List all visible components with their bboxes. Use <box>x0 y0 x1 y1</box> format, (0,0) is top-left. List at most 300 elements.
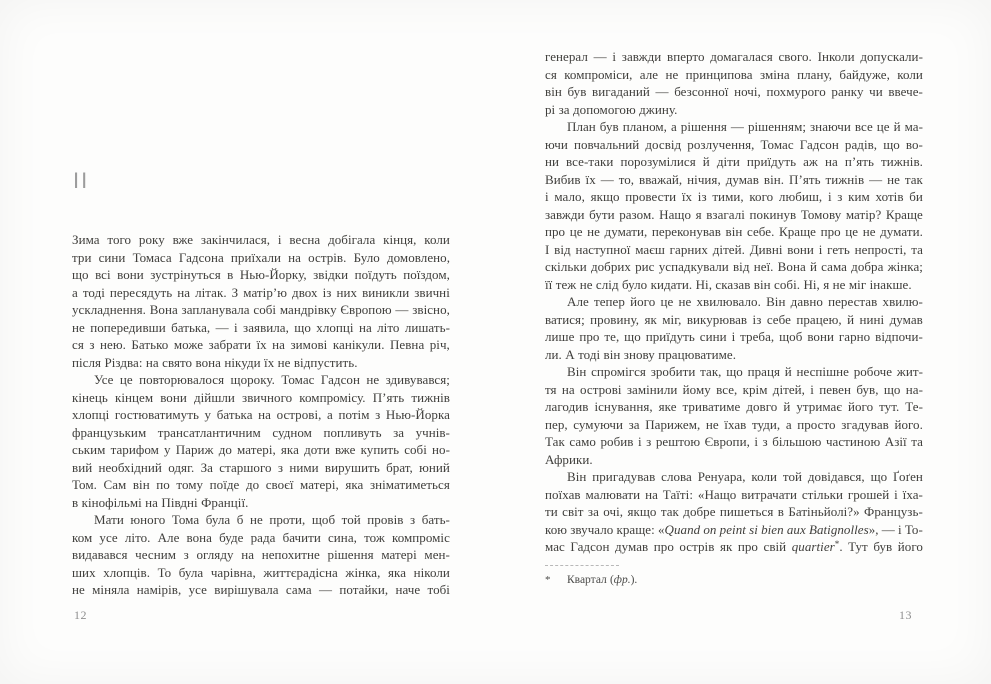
word: буде <box>219 529 244 545</box>
word: ським <box>72 442 106 457</box>
paragraph <box>545 363 923 468</box>
word: байдуже, <box>839 66 890 82</box>
text-line <box>545 293 923 311</box>
word: на <box>145 354 159 370</box>
word: замінили <box>626 381 678 397</box>
word: працею, <box>796 311 842 327</box>
word: всі <box>95 267 111 282</box>
word: ся <box>72 337 84 352</box>
text-line <box>72 494 450 512</box>
word: все <box>854 119 873 134</box>
word: вий <box>72 459 93 475</box>
word: П’ять <box>789 171 821 187</box>
footnote-line <box>545 573 923 587</box>
word: він <box>725 224 743 239</box>
word: що <box>624 329 641 344</box>
word: добра <box>851 259 884 274</box>
word: по <box>156 477 170 492</box>
word: на- <box>905 381 923 397</box>
text-line <box>545 276 923 294</box>
word: матір’ю <box>243 284 288 300</box>
word: частиною <box>825 434 881 449</box>
word: скільки <box>545 259 587 274</box>
word: я <box>823 276 830 292</box>
text-line <box>545 101 923 119</box>
word: все, <box>716 381 738 397</box>
word: Але <box>157 529 180 545</box>
word: і <box>637 434 642 449</box>
word: хвилювало. <box>696 294 761 309</box>
word: на <box>258 407 271 422</box>
word: чи <box>869 84 883 99</box>
word: бути <box>589 206 615 222</box>
word: не <box>579 276 593 292</box>
word: І <box>545 241 550 257</box>
word: спромігся <box>591 364 646 379</box>
text-line <box>545 398 923 416</box>
word: досвід <box>645 136 682 152</box>
word: довго <box>746 399 778 414</box>
word: не <box>72 582 85 597</box>
word: рішенням; <box>747 119 807 134</box>
word: гостюватимуть <box>114 407 199 422</box>
word: щоб <box>311 512 336 527</box>
word: зимові <box>290 337 328 352</box>
text-line <box>72 319 450 337</box>
word: чарівна, <box>210 564 256 580</box>
word: кінофільмі <box>81 494 142 510</box>
word: я <box>695 206 702 222</box>
word: То <box>157 564 172 580</box>
text-line <box>545 206 923 224</box>
word: намірів, <box>136 582 182 597</box>
word: то, <box>618 171 635 187</box>
word: ком <box>72 529 93 545</box>
word: думати. <box>880 224 923 239</box>
word: тоді <box>578 346 601 362</box>
word: діти <box>716 154 740 169</box>
word: Нью-Йорка <box>385 407 450 422</box>
word: бачити <box>282 529 321 545</box>
text-line <box>72 336 450 354</box>
word: слова <box>661 469 692 484</box>
word: розлучення, <box>687 136 755 152</box>
word: думав <box>889 311 923 327</box>
word: тоді <box>82 284 105 300</box>
word: коли <box>897 66 923 82</box>
word: коли <box>751 469 778 484</box>
word: може <box>173 337 204 352</box>
word: кінцем <box>114 389 154 405</box>
word: його. <box>894 416 923 432</box>
word: думати, <box>604 224 648 239</box>
text-line <box>545 241 923 259</box>
word: во- <box>905 136 923 152</box>
word: його <box>847 399 874 414</box>
footnote-marker: * <box>545 574 551 586</box>
word: після <box>72 354 102 370</box>
word: на <box>645 486 658 502</box>
text-line <box>545 486 923 504</box>
word: Вибив <box>545 171 581 187</box>
word: був <box>599 119 619 134</box>
word: а <box>327 407 333 422</box>
word: порозумілися <box>620 154 696 169</box>
word: Так <box>545 434 565 449</box>
text-line <box>545 328 923 346</box>
word: їхав <box>724 416 747 432</box>
word: приїдуть <box>746 154 797 169</box>
word: звісно, <box>412 302 450 317</box>
word: їх <box>681 189 693 204</box>
word: si <box>749 521 758 537</box>
word: якщо <box>627 504 657 519</box>
word: купить <box>360 442 400 457</box>
word: А <box>565 346 575 362</box>
word: батька <box>216 407 253 422</box>
word: яке <box>658 399 677 414</box>
word: Гадсон <box>320 372 360 387</box>
word: Batignolles», <box>808 521 879 537</box>
word: був <box>873 539 893 554</box>
word: у <box>204 407 212 422</box>
word: «Нащо <box>697 486 737 502</box>
word: існування, <box>594 399 653 414</box>
word: вони <box>160 389 187 405</box>
word: поїздом, <box>403 267 450 282</box>
word: свого. <box>778 49 812 64</box>
word: Ренуара, <box>697 469 746 484</box>
word: від <box>554 241 571 257</box>
word: з <box>646 434 652 449</box>
word: вона <box>186 529 212 545</box>
word: її <box>545 276 553 292</box>
word: за <box>587 504 599 519</box>
word: так <box>904 171 923 187</box>
word: брат, <box>386 459 413 475</box>
word: сини <box>98 249 126 265</box>
word: від <box>732 259 750 274</box>
word: гарно <box>838 329 871 344</box>
word: дійшли <box>193 389 235 405</box>
word: наче <box>395 582 421 597</box>
word: звичного <box>242 389 293 405</box>
word: ними <box>289 459 319 475</box>
word: добрих <box>590 259 631 274</box>
word: робоче <box>853 364 893 379</box>
text-line <box>545 48 923 66</box>
word: це <box>845 224 859 239</box>
word: французьким <box>72 424 147 440</box>
text-line <box>72 406 450 424</box>
word: того <box>107 232 132 247</box>
word: і <box>731 329 736 344</box>
word: само <box>569 434 596 449</box>
text-line <box>72 441 450 459</box>
word: і <box>545 189 549 204</box>
word: лагодив <box>545 399 589 414</box>
word: aux <box>786 521 806 537</box>
word: про <box>653 539 674 554</box>
word: звичні <box>414 284 450 300</box>
word: непохитне <box>261 547 320 562</box>
text-line <box>72 266 450 284</box>
word: за <box>558 101 570 117</box>
word: Сам <box>103 477 127 492</box>
word: за <box>628 416 640 432</box>
word: рішення <box>680 119 727 134</box>
word: хлопці <box>316 319 354 335</box>
word: певен <box>819 381 852 397</box>
word: сина, <box>327 529 357 545</box>
word: вже <box>334 442 356 457</box>
word: геть <box>827 241 850 257</box>
text-line <box>545 311 923 329</box>
text-line <box>545 136 923 154</box>
word: він. <box>763 171 785 187</box>
word: трансатлантичним <box>157 424 261 440</box>
word: — <box>215 319 229 335</box>
word: й <box>809 259 817 274</box>
word: зустрінуться <box>150 267 221 282</box>
word: з <box>183 547 189 562</box>
text-line <box>545 171 923 189</box>
word: світ <box>562 504 584 519</box>
word: хотів <box>875 189 904 204</box>
word: лише <box>545 329 575 344</box>
word: щоб <box>779 329 803 344</box>
word: запланувала <box>181 302 250 317</box>
word: завжди <box>621 49 662 64</box>
word: його <box>630 294 656 309</box>
word: необхідний <box>98 459 162 475</box>
word: їх <box>264 354 275 370</box>
word: грошей <box>847 486 890 502</box>
word: плану, <box>797 66 833 82</box>
text-line <box>72 529 450 547</box>
word: перестав <box>828 294 878 309</box>
word: з <box>762 434 768 449</box>
word: що <box>870 469 888 484</box>
word: доти <box>304 442 330 457</box>
word: тепер <box>593 294 625 309</box>
word: на <box>288 249 301 265</box>
word: сумуючи <box>573 416 623 432</box>
word: лишать- <box>404 319 450 335</box>
word: їха- <box>902 486 923 502</box>
word: і <box>612 49 617 64</box>
word: Вона <box>777 259 806 274</box>
word: — <box>655 84 669 99</box>
word: не <box>832 276 846 292</box>
word: двох <box>292 284 318 300</box>
word: усе <box>188 582 207 597</box>
word: То- <box>904 521 923 537</box>
word: рештою <box>655 434 701 449</box>
word: працюватиме. <box>658 346 737 362</box>
word: домагалася <box>710 49 773 64</box>
word: вони <box>807 329 834 344</box>
word: судном <box>272 424 312 440</box>
word: (фр.). <box>609 574 638 586</box>
word: свій <box>763 539 787 554</box>
word: джину. <box>639 101 678 117</box>
paragraph <box>72 511 450 599</box>
word: принципова <box>685 66 753 82</box>
text-line <box>545 521 923 539</box>
word: аж <box>803 154 818 169</box>
word: — <box>600 171 614 187</box>
word: — <box>730 119 744 134</box>
word: із <box>697 189 707 204</box>
word: любиш, <box>778 189 823 204</box>
word: тобі <box>427 582 450 597</box>
word: ким <box>848 189 870 204</box>
word: що <box>883 381 901 397</box>
word: тарифом <box>110 442 159 457</box>
word: безсонної <box>674 84 729 99</box>
word: матері <box>381 547 417 562</box>
word: мен- <box>424 547 450 562</box>
word: вже <box>172 232 194 247</box>
word: попливуть <box>323 424 382 440</box>
text-line <box>72 249 450 267</box>
word: зробити <box>650 364 696 379</box>
word: з <box>375 407 381 422</box>
word: Гадсон <box>570 539 610 554</box>
word: й <box>893 119 901 134</box>
word: міняла <box>92 582 130 597</box>
word: міг, <box>662 311 682 327</box>
text-line <box>545 416 923 434</box>
word: тижнів <box>825 171 865 187</box>
word: Ні, <box>695 276 712 292</box>
word: нею. <box>100 337 126 352</box>
word: матері, <box>237 442 276 457</box>
word: on <box>703 521 717 537</box>
word: зміна <box>759 66 790 82</box>
word: собі. <box>774 276 801 292</box>
word: вони <box>117 267 144 282</box>
footnote-divider <box>545 565 619 566</box>
word: на <box>561 381 575 397</box>
word: своєї <box>265 477 294 492</box>
word: переконував <box>651 224 721 239</box>
word: та <box>911 241 923 257</box>
word: П’ять <box>372 389 405 405</box>
text-line <box>72 564 450 582</box>
word: вперто <box>667 49 705 64</box>
word: так, <box>700 364 722 379</box>
word: Певна <box>389 337 425 352</box>
word: вигаданий <box>592 84 650 99</box>
word: провину, <box>590 311 640 327</box>
word: Зима <box>72 232 100 247</box>
word: кінця, <box>383 232 417 247</box>
word: а <box>785 416 792 432</box>
word: пишеться <box>719 504 774 519</box>
word: Квартал <box>567 574 607 586</box>
word: крім <box>742 381 768 397</box>
word: План <box>567 119 596 134</box>
paragraph <box>72 371 450 511</box>
word: триватиме <box>682 399 741 414</box>
word: відпустить. <box>293 354 358 370</box>
text-line <box>72 231 450 249</box>
word: взагалі <box>706 206 745 222</box>
word: із <box>752 311 762 327</box>
word: а <box>670 119 677 134</box>
text-line <box>545 188 923 206</box>
word: добігала <box>328 232 376 247</box>
word: маєш <box>635 241 665 257</box>
word: ти <box>545 504 558 519</box>
word: треба, <box>740 329 775 344</box>
word: тижнів. <box>881 154 923 169</box>
word: теж <box>555 276 577 292</box>
text-line <box>545 433 923 451</box>
word: не <box>72 319 85 335</box>
word: було <box>622 276 648 292</box>
word: річ, <box>429 337 450 352</box>
word: бать- <box>421 512 450 527</box>
word: просто <box>797 416 836 432</box>
word: на <box>358 319 372 335</box>
word: року <box>138 232 165 247</box>
word: кінець <box>72 389 108 405</box>
word: Томас <box>281 372 315 387</box>
word: Різдва: <box>104 354 143 370</box>
word: нині <box>859 311 885 327</box>
word: Африки. <box>545 451 593 467</box>
word: Ґоґен <box>893 469 923 484</box>
word: видавався <box>72 547 128 562</box>
word: компроміс <box>392 529 450 545</box>
word: Те- <box>905 399 923 414</box>
word: і <box>827 189 832 204</box>
word: Усе <box>94 372 114 387</box>
text-line <box>545 258 923 276</box>
word: Батько <box>131 337 169 352</box>
word: компромісу. <box>299 389 366 405</box>
word: тя <box>545 381 557 397</box>
word: острів <box>679 539 715 554</box>
left-text-block <box>72 231 450 599</box>
word: і <box>898 521 902 537</box>
text-line <box>545 381 923 399</box>
word: його <box>897 539 923 554</box>
word: вирушить <box>324 459 380 475</box>
word: допомогою <box>573 101 636 117</box>
word: звідки <box>313 267 349 282</box>
word: острові <box>580 381 622 397</box>
word: кидати. <box>650 276 693 292</box>
word: радів, <box>844 136 878 152</box>
word: одяг. <box>168 459 195 475</box>
word: все-таки <box>566 154 614 169</box>
word: яка <box>388 564 407 580</box>
text-line <box>72 284 450 302</box>
word: і <box>277 232 282 247</box>
word: з <box>837 189 843 204</box>
word: той <box>782 469 803 484</box>
word: не <box>678 294 692 309</box>
right-text-block <box>545 48 923 556</box>
word: ночі, <box>734 84 761 99</box>
word: в <box>72 494 79 510</box>
word: Вона <box>149 302 178 317</box>
paragraph <box>545 48 923 118</box>
